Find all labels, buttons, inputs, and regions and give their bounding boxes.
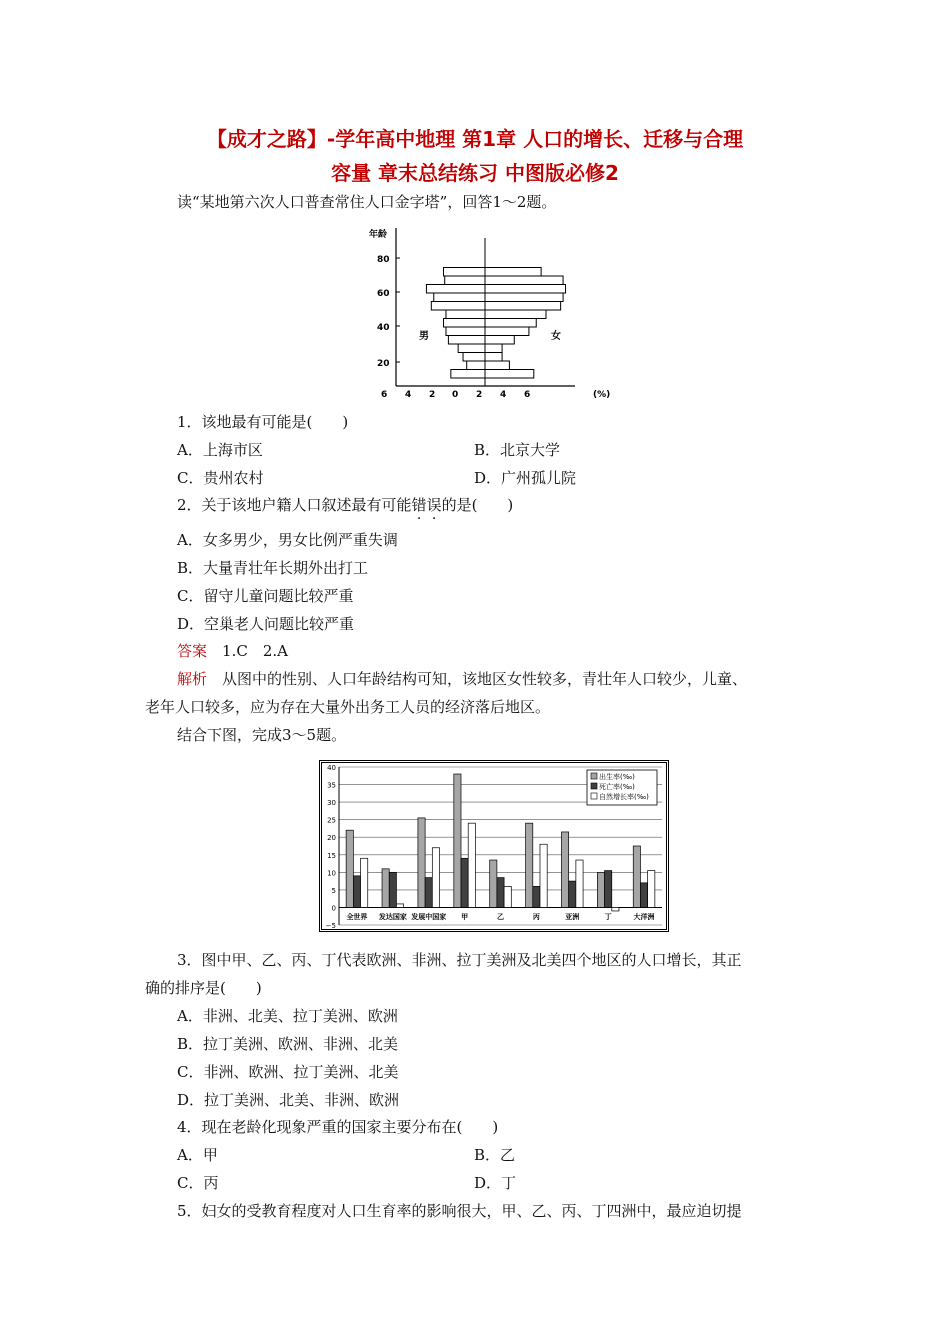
bar-growth-rate	[576, 860, 583, 907]
pyramid-y-tick: 80	[377, 255, 390, 265]
pyramid-bar-female	[485, 285, 566, 294]
pyramid-female-label: 女	[551, 331, 561, 342]
pyramid-bar-male	[446, 327, 485, 336]
legend-birth: 出生率(‰)	[599, 773, 635, 781]
chart-y-tick-label: 0	[331, 904, 336, 913]
bar-growth-rate	[432, 848, 439, 908]
q4-option-b: B．乙	[474, 1146, 516, 1164]
doc-title-line1: 【成才之路】-学年高中地理 第1章 人口的增长、迁移与合理	[206, 127, 744, 151]
pyramid-bar-female	[485, 353, 502, 362]
pyramid-x-unit: (%)	[593, 390, 611, 400]
bar-birth-rate	[454, 774, 461, 907]
q3-option-d: D．拉丁美洲、北美、非洲、欧洲	[177, 1091, 400, 1109]
pyramid-bar-female	[485, 370, 534, 379]
chart-category-label: 丙	[532, 913, 540, 921]
bar-birth-rate	[633, 846, 640, 907]
bar-growth-rate	[612, 907, 619, 911]
chart-x-labels	[346, 912, 654, 921]
q1-stem: 1．该地最有可能是( )	[177, 413, 349, 431]
q4-option-a: A．甲	[177, 1146, 218, 1164]
pyramid-bar-female	[485, 327, 529, 336]
legend-swatch-birth	[591, 773, 597, 779]
q2-option-c: C．留守儿童问题比较严重	[177, 587, 354, 605]
bar-death-rate	[605, 871, 612, 908]
q2-stem: 2．关于该地户籍人口叙述最有可能错误的是( )	[177, 496, 514, 514]
pyramid-bar-male	[448, 336, 485, 345]
chart-category-label: 亚洲	[565, 913, 580, 921]
answer-line	[177, 640, 288, 661]
pyramid-bar-female	[485, 268, 541, 277]
q2-option-b: B．大量青壮年长期外出打工	[177, 559, 369, 577]
pyramid-bar-female	[485, 302, 561, 311]
q3-option-a: A．非洲、北美、拉丁美洲、欧洲	[177, 1007, 398, 1025]
q3-option-c: C．非洲、欧洲、拉丁美洲、北美	[177, 1063, 399, 1081]
pyramid-bar-female	[485, 276, 563, 285]
bar-growth-rate	[396, 904, 403, 908]
answer-label: 答案	[177, 642, 208, 660]
bar-birth-rate	[597, 872, 604, 907]
q1-option-d: D．广州孤儿院	[474, 469, 577, 487]
pyramid-x-tick: 2	[429, 390, 436, 400]
bar-death-rate	[497, 878, 504, 908]
pyramid-bar-male	[463, 353, 485, 362]
chart-category-label: 甲	[461, 913, 469, 921]
q4-option-d: D．丁	[474, 1174, 517, 1192]
pyramid-bar-male	[467, 361, 485, 370]
pyramid-x-tick: 2	[476, 390, 483, 400]
pyramid-y-label: 年龄	[369, 230, 388, 240]
chart-y-tick-label: 20	[327, 834, 336, 843]
bar-death-rate	[533, 886, 540, 907]
chart-y-tick-label: 30	[327, 799, 336, 808]
q2-option-d: D．空巢老人问题比较严重	[177, 615, 355, 633]
pyramid-x-tick: 6	[381, 390, 388, 400]
chart-y-tick-label: 10	[327, 869, 336, 878]
q4-option-c: C．丙	[177, 1174, 219, 1192]
bar-birth-rate	[346, 830, 353, 907]
pyramid-y-tick: 40	[377, 323, 390, 333]
bar-death-rate	[353, 876, 360, 908]
pyramid-bar-male	[431, 302, 485, 311]
pyramid-bar-male	[445, 276, 485, 285]
pyramid-bar-female	[485, 319, 536, 328]
q3-stem-line1: 3．图中甲、乙、丙、丁代表欧洲、非洲、拉丁美洲及北美四个地区的人口增长，其正	[177, 951, 742, 969]
chart-y-tick-label: −5	[325, 922, 336, 930]
bar-growth-rate	[540, 844, 547, 907]
chart-category-label: 全世界	[346, 913, 368, 921]
bar-death-rate	[461, 858, 468, 907]
legend-death: 死亡率(‰)	[599, 783, 635, 791]
bar-growth-rate	[468, 823, 475, 907]
bar-death-rate	[425, 878, 432, 908]
pyramid-bar-female	[485, 361, 509, 370]
chart-category-label: 大洋洲	[633, 913, 655, 921]
chart-y-tick-label: 25	[327, 816, 336, 825]
pyramid-bar-female	[485, 310, 546, 319]
pyramid-bars	[426, 268, 565, 379]
pyramid-x-tick: 4	[405, 390, 412, 400]
pyramid-x-tick: 6	[524, 390, 531, 400]
chart-category-label: 发达国家	[378, 913, 407, 921]
pyramid-bar-male	[426, 285, 485, 294]
chart-y-tick-label: 35	[327, 781, 336, 790]
chart-y-tick-label: 40	[327, 764, 336, 772]
q2-option-a: A．女多男少，男女比例严重失调	[177, 531, 398, 549]
bar-birth-rate	[526, 823, 533, 907]
analysis-line2: 老年人口较多，应为存在大量外出务工人员的经济落后地区。	[145, 698, 551, 716]
pyramid-x-tick: 4	[500, 390, 507, 400]
analysis-line1: 解析 从图中的性别、人口年龄结构可知，该地区女性较多，青壮年人口较少，儿童、	[177, 670, 748, 688]
pyramid-bar-male	[444, 268, 485, 277]
pyramid-bar-male	[446, 310, 485, 319]
q1-option-b: B．北京大学	[474, 441, 561, 459]
bar-chart	[319, 760, 669, 932]
pyramid-bar-female	[485, 344, 502, 353]
bar-birth-rate	[382, 869, 389, 908]
chart-y-tick-label: 15	[327, 851, 336, 860]
chart-category-label: 乙	[497, 913, 504, 921]
pyramid-bar-male	[458, 344, 485, 353]
pyramid-male-label: 男	[419, 331, 429, 342]
legend-swatch-growth	[591, 793, 597, 799]
bar-birth-rate	[561, 832, 568, 907]
chart-category-label: 发展中国家	[411, 913, 447, 921]
chart-category-label: 丁	[604, 913, 612, 921]
analysis-label: 解析	[177, 670, 208, 688]
q4-stem: 4．现在老龄化现象严重的国家主要分布在( )	[177, 1118, 499, 1136]
chart-legend	[587, 770, 657, 805]
intro-1-2: 读“某地第六次人口普查常住人口金字塔”，回答1～2题。	[177, 193, 557, 211]
chart-y-tick-label: 5	[331, 886, 336, 895]
intro-3-5: 结合下图，完成3～5题。	[177, 726, 347, 744]
bar-growth-rate	[361, 858, 368, 907]
pyramid-bar-male	[434, 293, 485, 302]
answer-text: 1.C 2.A	[222, 642, 288, 660]
q3-option-b: B．拉丁美洲、欧洲、非洲、北美	[177, 1035, 399, 1053]
q3-stem-line2: 确的排序是( )	[145, 979, 262, 997]
q2-emphasis-char: 错	[411, 496, 427, 514]
pyramid-y-tick: 20	[377, 359, 390, 369]
population-pyramid	[355, 220, 620, 404]
bar-death-rate	[640, 883, 647, 908]
q2-emphasis-char: 误	[426, 496, 442, 514]
q1-option-c: C．贵州农村	[177, 469, 264, 487]
legend-growth: 自然增长率(‰)	[599, 793, 649, 801]
bar-birth-rate	[490, 860, 497, 907]
legend-swatch-death	[591, 783, 597, 789]
doc-title-line2: 容量 章末总结练习 中图版必修2	[331, 161, 619, 185]
pyramid-bar-male	[444, 319, 485, 328]
bar-growth-rate	[648, 871, 655, 908]
pyramid-bar-male	[451, 370, 485, 379]
bar-death-rate	[569, 881, 576, 907]
bar-growth-rate	[504, 886, 511, 907]
q5-stem: 5．妇女的受教育程度对人口生育率的影响很大，甲、乙、丙、丁四洲中，最应迫切提	[177, 1202, 742, 1220]
bar-birth-rate	[418, 818, 425, 908]
pyramid-bar-female	[485, 336, 514, 345]
bar-death-rate	[389, 872, 396, 907]
pyramid-y-tick: 60	[377, 289, 390, 299]
pyramid-bar-female	[485, 293, 563, 302]
pyramid-x-tick: 0	[452, 390, 459, 400]
q1-option-a: A．上海市区	[177, 441, 263, 459]
